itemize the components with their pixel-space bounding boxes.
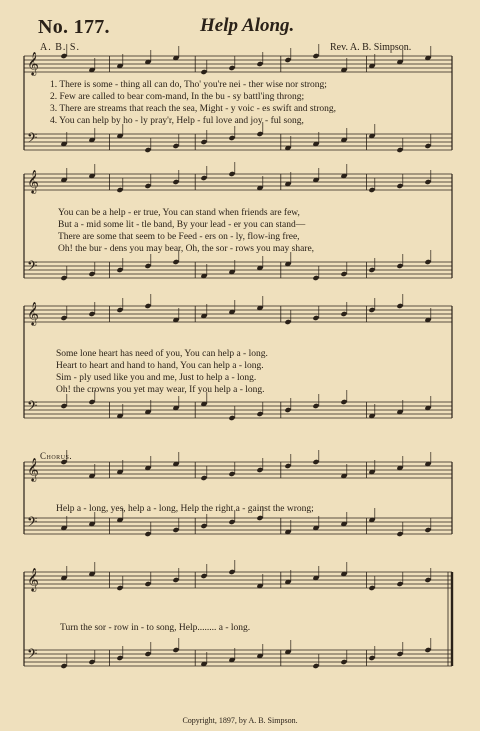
bass-clef-icon: 𝄢 [27, 130, 38, 149]
chorus-line-1: Help a - long, yes, help a - long, Help the right a - gainst the wrong; [56, 504, 314, 514]
treble-clef-icon: 𝄞 [27, 51, 39, 75]
treble-clef-icon: 𝄞 [27, 301, 39, 325]
verse-2-line-3: Heart to heart and hand to hand, You can help a - long. [56, 361, 264, 371]
hymn-title: Help Along. [200, 15, 295, 36]
author-credit: Rev. A. B. Simpson. [330, 42, 412, 53]
verse-4-line-1: 4. You can help by ho - ly pray'r, Help - ful love and joy - ful song, [50, 116, 304, 126]
chorus-line-2: Turn the sor - row in - to song, Help........ a - long. [60, 623, 251, 633]
verse-2-line-1: 2. Few are called to bear com-mand, In the bu - sy battl'ing throng; [50, 92, 305, 102]
chorus-label: Chorus. [40, 451, 73, 461]
treble-clef-icon: 𝄞 [27, 567, 39, 591]
verse-3-line-1: 3. There are streams that reach the sea, Might - y voic - es swift and strong, [50, 104, 337, 114]
copyright-notice: Copyright, 1897, by A. B. Simpson. [182, 716, 298, 725]
bass-clef-icon: 𝄢 [27, 258, 38, 277]
verse-4-line-2: Oh! the bur - dens you may bear, Oh, the sor - rows you may share, [58, 244, 315, 254]
treble-clef-icon: 𝄞 [27, 457, 39, 481]
treble-clef-icon: 𝄞 [27, 169, 39, 193]
verse-1-line-1: 1. There is some - thing all can do, Tho' you're nei - ther wise nor strong; [50, 80, 327, 90]
hymn-number: No. 177. [38, 16, 110, 38]
composer-initials: A. B. S. [40, 42, 80, 53]
verse-3-line-2: There are some that seem to be Feed - ers on - ly, flow-ing free, [58, 232, 300, 242]
bass-clef-icon: 𝄢 [27, 514, 38, 533]
verse-1-line-2: You can be a help - er true, You can stand when friends are few, [58, 208, 300, 218]
verse-2-line-2: But a - mid some lit - tle band, By your lead - er you can stand— [58, 220, 306, 230]
bass-clef-icon: 𝄢 [27, 398, 38, 417]
verse-3-line-3: Sim - ply used like you and me, Just to help a - long. [56, 373, 257, 383]
bass-clef-icon: 𝄢 [27, 646, 38, 665]
verse-1-line-3: Some lone heart has need of you, You can help a - long. [56, 349, 268, 359]
verse-4-line-3: Oh! the crowns you yet may wear, If you help a - long. [56, 385, 265, 395]
